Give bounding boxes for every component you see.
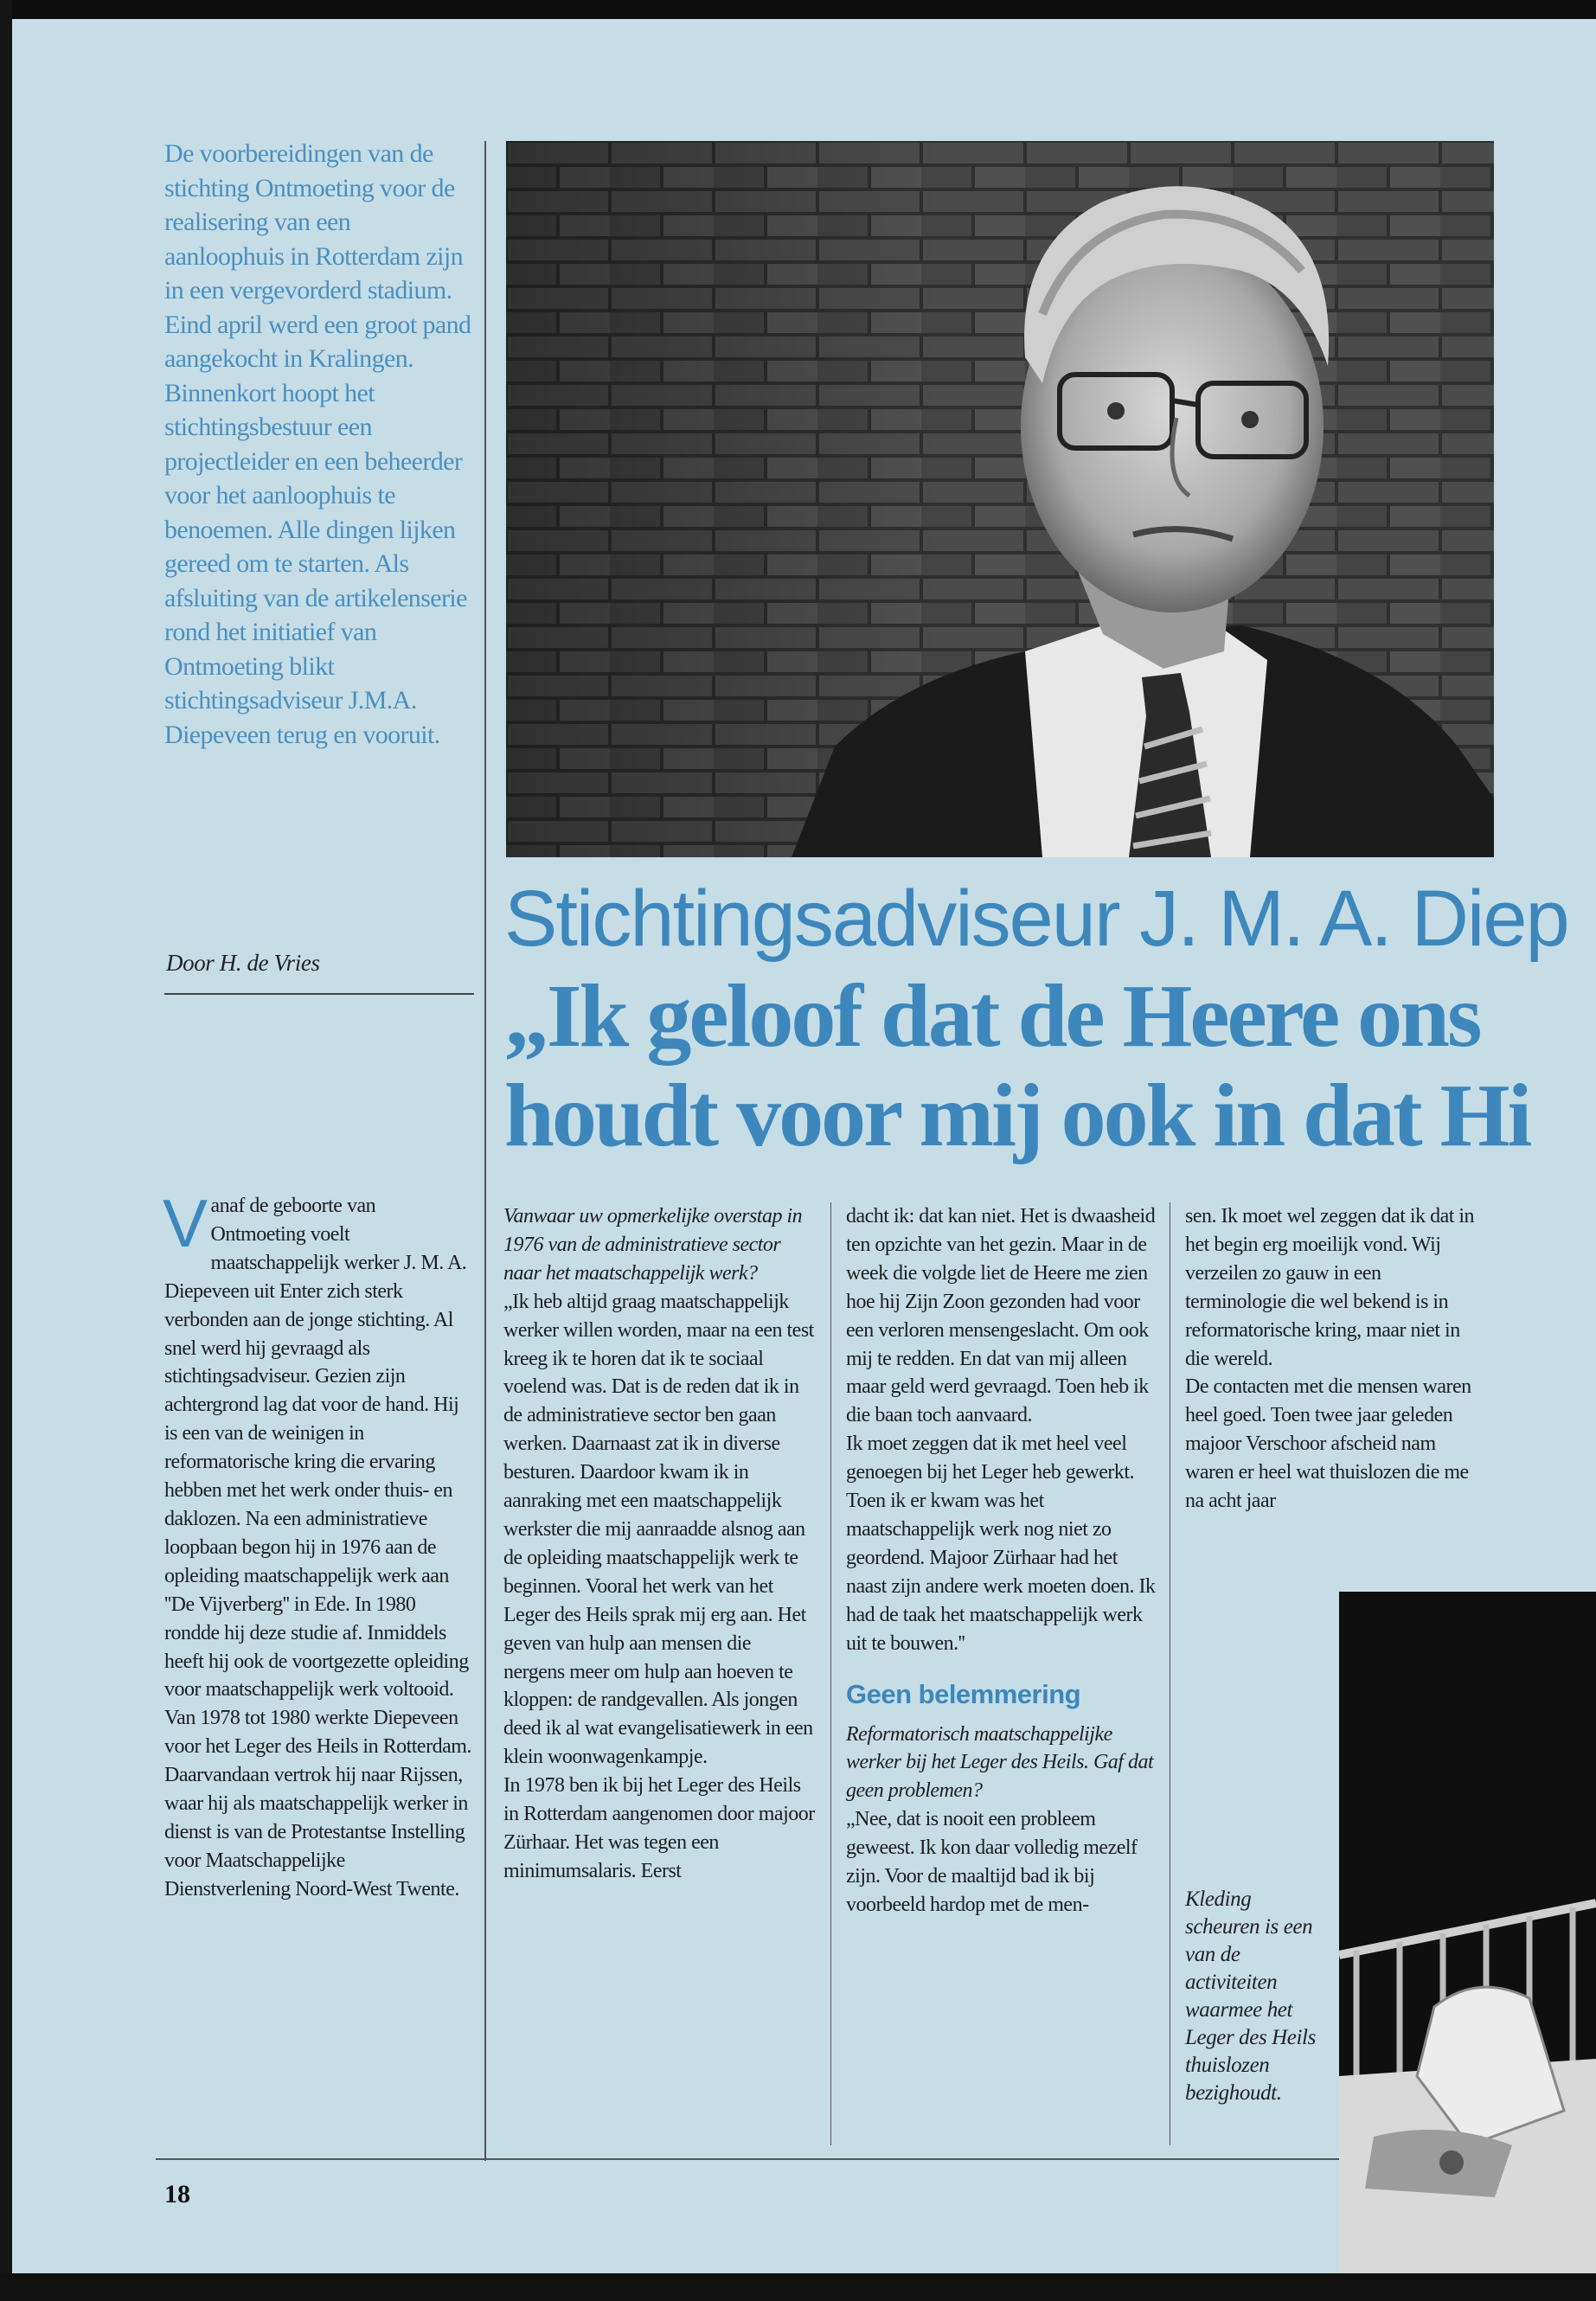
column-4-paragraph-1: sen. Ik moet wel zeggen dat ik dat in het begin erg moeilijk vond. Wij verzeilen zo gauw in een terminologie die wel bekend is in reformatorische kring, maar niet in die wereld. [1185, 1205, 1475, 1370]
subheading: Geen belemmering [846, 1678, 1081, 1709]
drop-cap: V [163, 1185, 208, 1261]
column-2-paragraph-2: In 1978 ben ik bij het Leger des Heils in Rotterdam aangenomen door majoor Zürhaar. Het was tegen een minimumsalaris. Eerst [503, 1774, 815, 1882]
interview-question-1: Vanwaar uw opmerkelijke overstap in 1976 van de administratieve sector naar het maatschappelijk werk? [503, 1205, 803, 1285]
headline-quote-line-2: houdt voor mij ook in dat Hi [504, 1066, 1530, 1165]
article-column-2 [503, 1202, 815, 1886]
column-1-text: anaf de geboorte van Ontmoeting voelt maatschappelijk werker J. M. A. Diepeveen uit Enter zich sterk verbonden aan de jonge stichting. Al snel werd hij gevraagd als stichtingsadviseur. Gezien zijn achtergrond lag dat voor de hand. Hij is een van de weinigen in reformatorische kring die ervaring hebben met het werk onder thuis- en daklozen. Na een administratieve loopbaan begon hij in 1976 aan de opleiding maatschappelijk werk aan ''De Vijverberg'' in Ede. In 1980 rondde hij deze studie af. Inmiddels heeft hij ook de voortgezette opleiding voor maatschappelijk werk voltooid. Van 1978 tot 1980 werkte Diepeveen voor het Leger des Heils in Rotterdam. Daarvandaan vertrok hij naar Rijssen, waar hij als maatschappelijk werker in dienst is van de Protestantse Instelling voor Maatschappelijke Dienstverlening Noord-West Twente. [164, 1195, 471, 1900]
column-3-paragraph-3: „Nee, dat is nooit een probleem geweest. Ik kon daar volledig mezelf zijn. Voor de maaltijd bad ik bij voorbeeld hardop met de men- [846, 1808, 1138, 1916]
portrait-photo [506, 141, 1494, 857]
scan-border-left [0, 0, 12, 2301]
column-2-paragraph-1: „Ik heb altijd graag maatschappelijk werker willen worden, maar na een test kreeg ik te horen dat ik te sociaal voelend was. Dat is de reden dat ik in de administratieve sector ben gaan werken. Daarnaast zat ik in diverse besturen. Daardoor kwam ik in aanraking met een maatschappelijk werkster die mij aanraadde alsnog aan de opleiding maatschappelijk werk te beginnen. Vooral het werk van het Leger des Heils sprak mij erg aan. Het geven van hulp aan mensen die nergens meer om hulp aan hoeven te kloppen: de randgevallen. Als jongen deed ik al wat evangelisatiewerk in een klein woonwagenkampje. [503, 1290, 814, 1769]
article-column-1 [163, 1185, 471, 1904]
headline-name: Stichtingsadviseur J. M. A. Diep [504, 875, 1568, 963]
column-rule-2 [830, 1202, 831, 2145]
photo-caption: Kleding scheuren is een van de activiteiten waarmee het Leger des Heils thuislozen bezighoudt. [1185, 1888, 1316, 2105]
headline-quote-line-1: „Ik geloof dat de Heere ons [504, 966, 1480, 1066]
scan-border-bottom [0, 2273, 1596, 2301]
column-3-paragraph-2: Ik moet zeggen dat ik met heel veel genoegen bij het Leger heb gewerkt. Toen ik er kwam was het maatschappelijk werk nog niet zo geordend. Majoor Zürhaar had het naast zijn andere werk moeten doen. Ik had de taak het maatschappelijk werk uit te bouwen.'' [846, 1433, 1156, 1655]
clothing-photo [1339, 1592, 1596, 2275]
interview-question-2: Reformatorisch maatschappelijke werker bij het Leger des Heils. Gaf dat geen problemen? [846, 1722, 1154, 1803]
page-number: 18 [164, 2180, 190, 2208]
bottom-rule [156, 2158, 1341, 2160]
article-column-4 [1185, 1202, 1484, 1516]
column-4-paragraph-2: De contacten met die mensen waren heel goed. Toen twee jaar geleden majoor Verschoor afscheid nam waren er heel wat thuislozen die me na acht jaar [1185, 1375, 1471, 1513]
article-column-3 [846, 1202, 1157, 1920]
intro-text: De voorbereidingen van de stichting Ontmoeting voor de realisering van een aanloophuis in Rotterdam zijn in een vergevorderd stadium. Eind april werd een groot pand aangekocht in Kralingen. Binnenkort hoopt het stichtingsbestuur een projectleider en een beheerder voor het aanloophuis te benoemen. Alle dingen lijken gereed om te starten. Als afsluiting van de artikelenserie rond het initiatief van Ontmoeting blikt stichtingsadviseur J.M.A. Diepeveen terug en vooruit. [164, 139, 471, 749]
byline-rule [164, 993, 474, 995]
column-3-paragraph-1: dacht ik: dat kan niet. Het is dwaasheid ten opzichte van het gezin. Maar in de week die volgde liet de Heere me zien hoe hij Zijn Zoon gezonden had voor een verloren mensengeslacht. Om ook mij te redden. En dat van mij alleen maar geld werd gevraagd. Toen heb ik die baan toch aanvaard. [846, 1205, 1156, 1427]
byline: Door H. de Vries [166, 950, 320, 976]
column-rule-left [484, 141, 486, 2161]
scan-border-top [0, 0, 1596, 19]
